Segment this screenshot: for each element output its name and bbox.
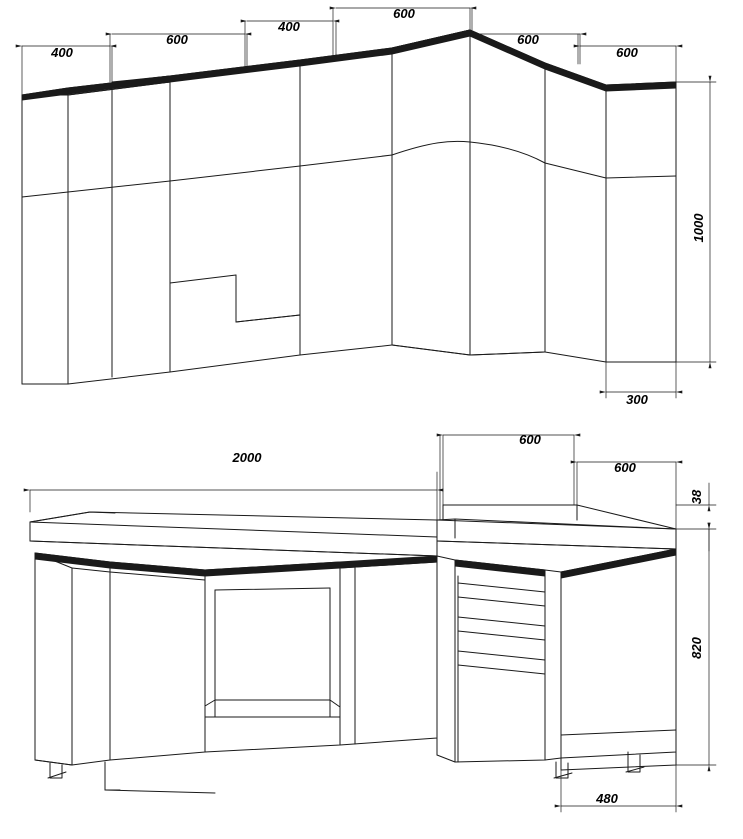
dim-label: 38 <box>689 489 704 505</box>
dim-label: 600 <box>517 32 539 47</box>
dimension-labels <box>50 6 706 806</box>
dim-label: 400 <box>278 19 300 34</box>
dim-label: 480 <box>596 791 618 806</box>
base-cabinet-geometry <box>30 435 716 812</box>
dim-label: 600 <box>166 32 188 47</box>
dim-label: 820 <box>689 637 704 659</box>
dim-label: 600 <box>519 432 541 447</box>
dim-label: 600 <box>616 45 638 60</box>
dim-label: 1000 <box>691 213 706 243</box>
dim-label: 300 <box>626 392 648 407</box>
upper-cabinet-geometry <box>22 8 716 398</box>
dim-label: 600 <box>614 460 636 475</box>
dim-label: 400 <box>51 45 73 60</box>
dim-label: 600 <box>393 6 415 21</box>
dim-label: 2000 <box>232 450 262 465</box>
